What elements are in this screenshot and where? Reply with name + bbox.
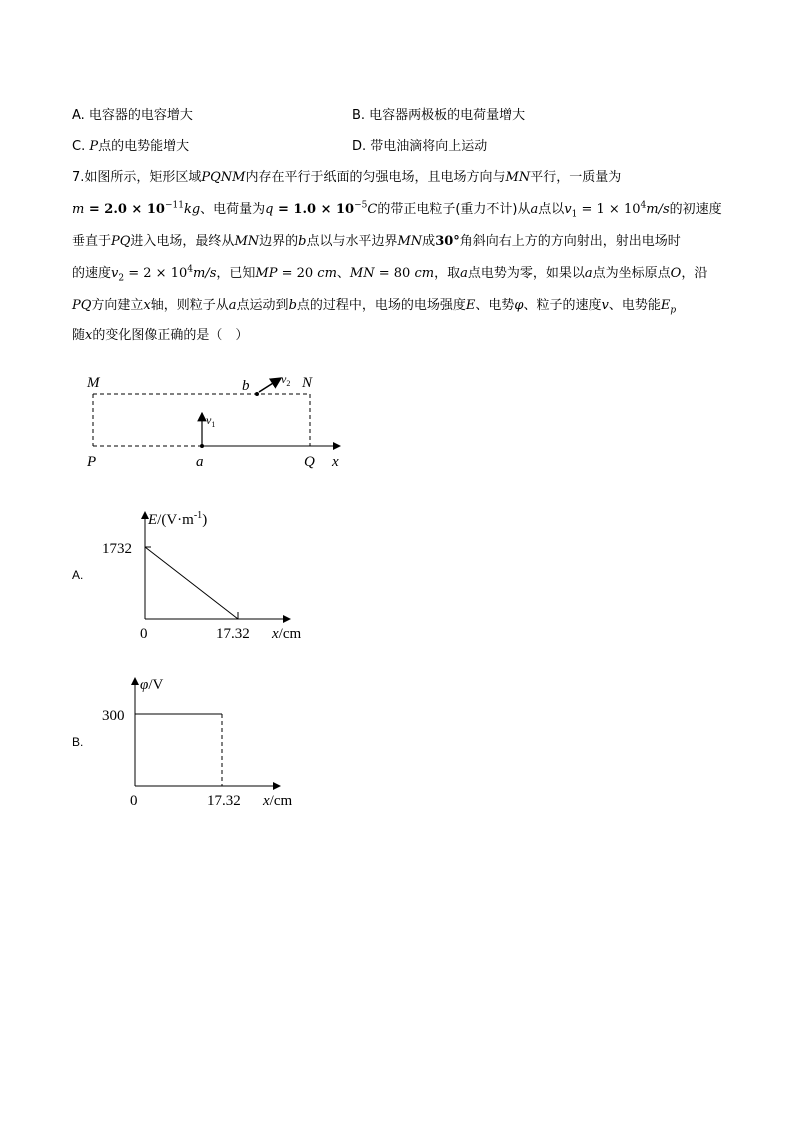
label-v1: [206, 413, 215, 429]
y-var: φ: [140, 677, 149, 693]
text: ，取: [434, 266, 461, 281]
var: x: [143, 298, 151, 313]
text: 点电势为零，如果以: [467, 266, 585, 281]
var: a: [460, 266, 468, 281]
text: 垂直于: [72, 234, 112, 249]
var: m/s: [192, 266, 217, 281]
var: a: [530, 202, 539, 217]
x-unit: /cm: [269, 793, 293, 809]
option-a-prev: A. 电容器的电容增大: [72, 108, 193, 123]
y-var: E: [148, 512, 158, 528]
var: q: [265, 202, 274, 217]
x-var: x: [272, 626, 279, 642]
option-b-prev: B. 电容器两极板的电荷量增大: [352, 108, 526, 123]
label-m: M: [87, 375, 100, 391]
var: PQ: [72, 298, 92, 313]
graph-a-line: [145, 547, 238, 619]
graph-b: [102, 677, 292, 809]
v2-var: v: [281, 372, 287, 386]
sub: 1: [571, 209, 578, 220]
text: 的带正电粒子(重力不计)从: [377, 202, 531, 217]
text: 的速度: [72, 266, 112, 281]
graph-b-y-tick-label: 300: [102, 708, 125, 724]
y-unit: /V: [148, 677, 164, 693]
var: v: [111, 266, 119, 281]
sup: 4: [187, 264, 193, 275]
var: cm: [414, 266, 435, 281]
var: x: [85, 328, 93, 343]
var: MN: [349, 266, 375, 281]
var: kg: [183, 202, 201, 217]
v2-sub: 2: [286, 379, 291, 388]
text: 、电势: [475, 298, 515, 313]
y-unit: /(V·m: [157, 512, 194, 528]
graph-a-x-tick-label: 17.32: [216, 626, 250, 642]
num: = 1 × 10: [577, 202, 641, 217]
var: φ: [514, 298, 524, 313]
v2-arrow: [259, 378, 281, 392]
graph-a-y-tick-label: 1732: [102, 541, 132, 557]
option-c-rest: 点的电势能增大: [98, 139, 190, 154]
text: 随: [72, 328, 86, 343]
graph-b-x-tick-label: 17.32: [207, 793, 241, 809]
num: = 20: [277, 266, 318, 281]
text: 点运动到: [236, 298, 289, 313]
num: 30°: [435, 234, 460, 249]
num: = 80: [374, 266, 415, 281]
sup: 4: [640, 200, 647, 211]
var: v: [601, 298, 609, 313]
text: 的变化图像正确的是（ ）: [92, 328, 249, 343]
label-q: Q: [304, 454, 315, 470]
sup: −11: [164, 200, 184, 211]
v1-var: v: [206, 413, 212, 427]
text: 、: [336, 266, 350, 281]
text: 的初速度: [669, 202, 722, 217]
var: PQ: [111, 234, 131, 249]
var: a: [584, 266, 593, 281]
text: 7.如图所示，矩形区域: [72, 170, 202, 185]
var: cm: [317, 266, 337, 281]
sub: p: [670, 305, 677, 316]
option-d-prev: D. 带电油滴将向上运动: [352, 139, 488, 154]
num: = 1.0 × 10: [273, 202, 355, 217]
text: 点为坐标原点: [592, 266, 671, 281]
sub: 2: [118, 273, 125, 284]
v1-sub: 1: [211, 420, 216, 429]
graph-b-origin: 0: [130, 793, 138, 809]
x-unit: /cm: [278, 626, 302, 642]
var: E: [465, 298, 476, 313]
text: 进入电场，最终从: [130, 234, 235, 249]
option-a-label: A.: [72, 568, 84, 582]
var: MN: [234, 234, 260, 249]
option-c-var: P: [89, 139, 99, 154]
var: a: [228, 298, 237, 313]
var: PQNM: [201, 170, 246, 185]
y-sup: -1: [193, 510, 203, 521]
text: 平行，一质量为: [530, 170, 622, 185]
var: MP: [255, 266, 278, 281]
graph-a-origin: 0: [140, 626, 148, 642]
label-n: N: [302, 375, 313, 391]
var: b: [288, 298, 297, 313]
text: 边界的: [259, 234, 299, 249]
text: 、电势能: [608, 298, 661, 313]
point-a: [200, 444, 204, 448]
var: E: [660, 298, 671, 313]
text: 轴，则粒子从: [150, 298, 229, 313]
label-a: a: [196, 454, 204, 470]
var: b: [298, 234, 307, 249]
text: 、粒子的速度: [523, 298, 602, 313]
text: ，沿: [681, 266, 708, 281]
option-b-label: B.: [72, 735, 84, 749]
text: 内存在平行于纸面的匀强电场，且电场方向与: [245, 170, 506, 185]
graph-a-y-axis-label: [147, 510, 207, 528]
var: MN: [505, 170, 531, 185]
point-b: [255, 392, 259, 396]
text: 、电荷量为: [200, 202, 266, 217]
text: 点以: [538, 202, 565, 217]
var: v: [564, 202, 572, 217]
graph-a-x-axis-label: [271, 626, 301, 642]
option-c-prefix: C.: [72, 139, 90, 154]
label-x: x: [332, 454, 339, 470]
text: 方向建立: [91, 298, 144, 313]
label-v2: [281, 372, 290, 388]
num: = 2.0 × 10: [84, 202, 165, 217]
label-p: P: [87, 454, 97, 470]
text: 成: [422, 234, 436, 249]
text: ，已知: [216, 266, 256, 281]
text: 点以与水平边界: [306, 234, 398, 249]
label-b: b: [242, 378, 250, 394]
text: 点的过程中，电场的电场强度: [296, 298, 466, 313]
x-var: x: [263, 793, 270, 809]
var: m: [72, 202, 85, 217]
var: m/s: [646, 202, 670, 217]
graph-b-y-axis-label: [140, 677, 163, 693]
y-close: ): [202, 512, 208, 528]
var: MN: [397, 234, 423, 249]
var: C: [367, 202, 378, 217]
text: 角斜向右上方的方向射出，射出电场时: [459, 234, 681, 249]
sup: −5: [354, 200, 368, 211]
graph-a: [102, 510, 301, 642]
num: = 2 × 10: [124, 266, 188, 281]
var: O: [670, 266, 682, 281]
graph-b-x-axis-label: [262, 793, 292, 809]
